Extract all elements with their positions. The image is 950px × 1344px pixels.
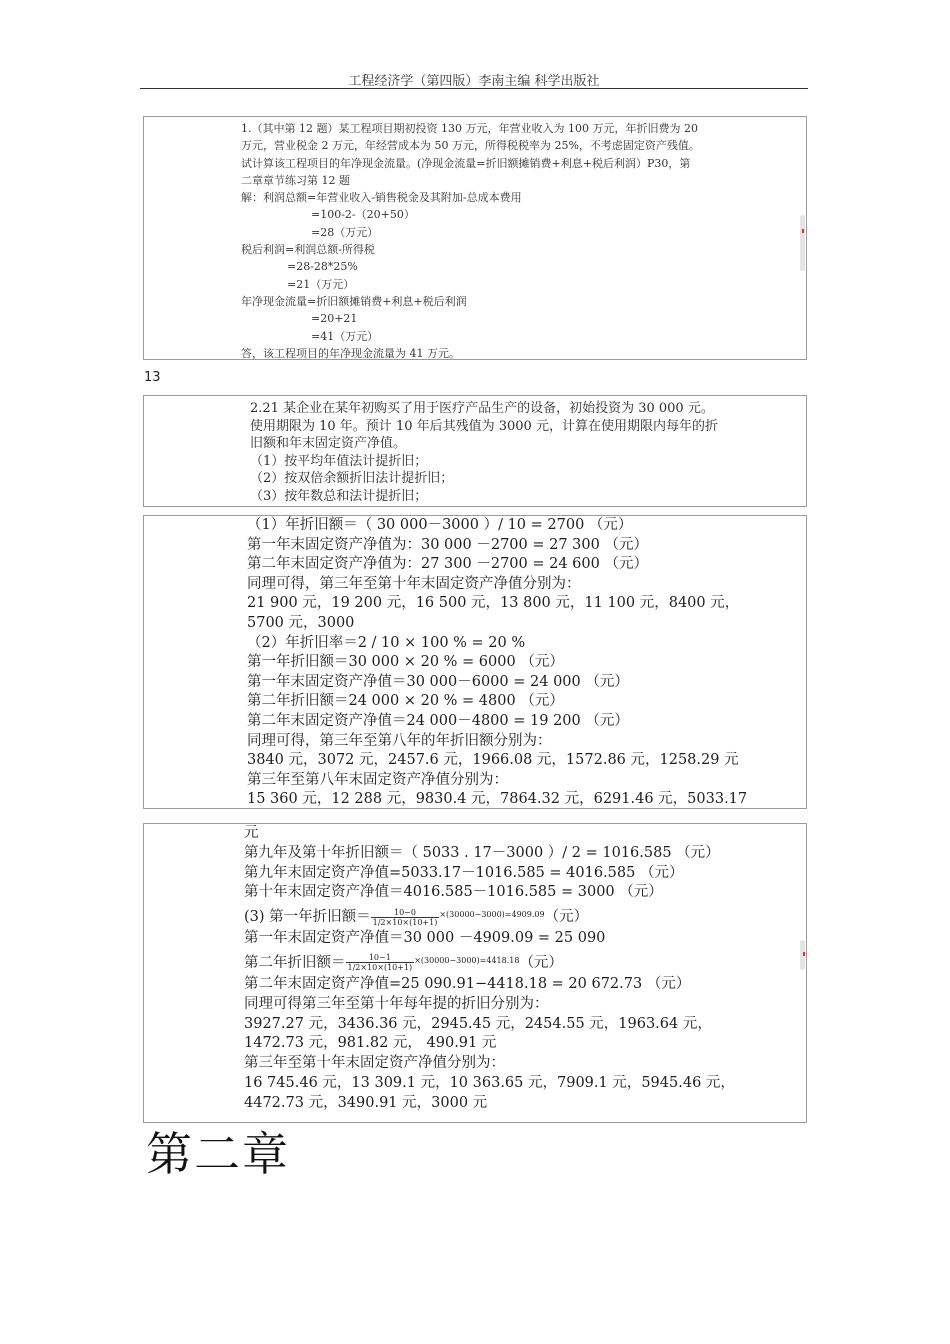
running-header: 工程经济学（第四版）李南主编 科学出版社 (348, 74, 600, 89)
solution-line: 第一年末固定资产净值为：30 000 －2700 = 27 300 （元） (247, 536, 648, 553)
solution-line: 3840 元，3072 元，2457.6 元，1966.08 元，1572.86 元，1258.29 元 (247, 752, 739, 769)
solution-line: 第二年末固定资产净值=25 090.91−4418.18 = 20 672.73 （元） (244, 975, 691, 992)
solution-line: 第一年末固定资产净值＝30 000－6000 = 24 000 （元） (247, 673, 629, 690)
solution-line: 第九年末固定资产净值=5033.17－1016.585 = 4016.585 （元） (244, 864, 684, 881)
solution-line: （2）年折旧率＝2 / 10 × 100 % = 20 % (247, 634, 526, 651)
problem-text-line: （1）按平均年值法计提折旧； (250, 453, 428, 469)
solution-part-3-image (143, 823, 807, 1123)
formula-line (244, 903, 806, 929)
solution-line: 解：利润总额=年营业收入-销售税金及其附加-总成本费用 (241, 191, 522, 205)
solution-line: =20+21 (311, 312, 358, 326)
problem-text-line: 试计算该工程项目的年净现金流量。(净现金流量=折旧额摊销费+利息+税后利润）P30，第 (241, 156, 691, 170)
solution-line: =21（万元） (287, 277, 355, 291)
problem-text-line: 二章章节练习第 12 题 (241, 173, 350, 187)
problem-text-line: 1.（其中第 12 题）某工程项目期初投资 130 万元，年营业收入为 100 万元，年折旧费为 20 (241, 122, 698, 135)
solution-line: （1）年折旧额＝（ 30 000－3000 ）/ 10 = 2700 （元） (247, 517, 633, 533)
fraction-denominator: 1/2×10×(10+1) (347, 963, 413, 973)
fraction-numerator: 10−1 (346, 953, 415, 963)
solution-line: 第二年折旧额＝24 000 × 20 % = 4800 （元） (247, 693, 564, 710)
solution-line: 1472.73 元，981.82 元， 490.91 元 (244, 1035, 497, 1052)
solution-line: 21 900 元，19 200 元，16 500 元，13 800 元，11 100 元，8400 元， (247, 595, 740, 612)
problem-text-line: 旧额和年末固定资产净值。 (250, 436, 407, 451)
solution-line: 年净现金流量=折旧额摊销费+利息+税后利润 (241, 294, 467, 308)
problem-text-line: （3）按年数总和法计提折旧； (250, 488, 428, 504)
solution-line: 元 (244, 825, 259, 841)
solution-line: 3927.27 元，3436.36 元，2945.45 元，2454.55 元，1963.64 元， (244, 1015, 712, 1032)
solution-line: 同理可得，第三年至第十年末固定资产净值分别为： (247, 575, 581, 592)
solution-line: 税后利润=利润总额-所得税 (241, 243, 375, 257)
problem-1-image (143, 116, 807, 360)
problem-text-line: 万元，营业税金 2 万元，年经营成本为 50 万元，所得税税率为 25%，不考虑固定资产残值。 (241, 139, 700, 153)
formula-tail: ×(30000−3000)=4909.09 (439, 910, 545, 920)
solution-line: 16 745.46 元，13 309.1 元，10 363.65 元，7909.1 元，5945.46 元， (244, 1074, 735, 1091)
fraction (371, 908, 440, 927)
solution-line: =41（万元） (311, 329, 379, 343)
solution-line: 同理可得第三年至第十年每年提的折旧分别为： (244, 995, 549, 1012)
solution-line: 第一年末固定资产净值＝30 000 －4909.09 = 25 090 (244, 930, 606, 947)
fraction-numerator: 10−0 (371, 908, 440, 918)
problem-text-line: （2）按双倍余额折旧法计提折旧； (250, 471, 454, 486)
scroll-marker (803, 952, 805, 956)
solution-line: 第二年末固定资产净值为：27 300 －2700 = 24 600 （元） (247, 556, 648, 573)
problem-2-21-image (143, 395, 807, 507)
solution-line: 第九年及第十年折旧额＝（ 5033 . 17－3000 ）/ 2 = 1016.585 （元） (244, 844, 720, 861)
solution-line: 第一年折旧额＝30 000 × 20 % = 6000 （元） (247, 654, 564, 671)
formula-unit: （元） (544, 909, 589, 926)
solution-line: =28（万元） (311, 225, 379, 239)
solution-line: 第二年末固定资产净值＝24 000－4800 = 19 200 （元） (247, 712, 629, 729)
solution-line: 5700 元，3000 (247, 614, 355, 631)
scrollbar[interactable] (800, 215, 805, 271)
solution-line: =100-2-（20+50） (311, 208, 415, 222)
formula-unit: （元） (519, 954, 563, 971)
solution-line: 同理可得，第三年至第八年的年折旧额分别为： (247, 732, 552, 749)
problem-text-line: 使用期限为 10 年。预计 10 年后其残值为 3000 元，计算在使用期限内每年的折 (250, 418, 718, 434)
solution-line: 4472.73 元，3490.91 元，3000 元 (244, 1094, 488, 1111)
solution-line: 第三年至第十年末固定资产净值分别为： (244, 1055, 505, 1072)
chapter-heading: 第二章 (146, 1127, 290, 1181)
solution-line: 15 360 元，12 288 元，9830.4 元，7864.32 元，6291.46 元，5033.17 (247, 791, 748, 808)
formula-prefix: 第二年折旧额＝ (244, 954, 346, 971)
solution-line: 第三年至第八年末固定资产净值分别为： (247, 771, 508, 788)
formula-tail: ×(30000−3000)=4418.18 (414, 955, 520, 965)
formula-prefix: (3) 第一年折旧额＝ (244, 909, 371, 926)
problem-text-line: 2.21 某企业在某年初购买了用于医疗产品生产的设备，初始投资为 30 000 元。 (250, 401, 714, 416)
answer-line: 答，该工程项目的年净现金流量为 41 万元。 (241, 346, 460, 360)
solution-part-1-2-image (143, 515, 807, 809)
formula-line (244, 949, 806, 975)
fraction-denominator: 1/2×10×(10+1) (372, 917, 438, 927)
header-rule (140, 88, 808, 89)
scroll-marker (802, 229, 804, 233)
solution-line: 第十年末固定资产净值＝4016.585－1016.585 = 3000 （元） (244, 884, 663, 901)
fraction (346, 953, 415, 972)
solution-line: =28-28*25% (287, 260, 358, 274)
page-number: 13 (144, 370, 161, 385)
